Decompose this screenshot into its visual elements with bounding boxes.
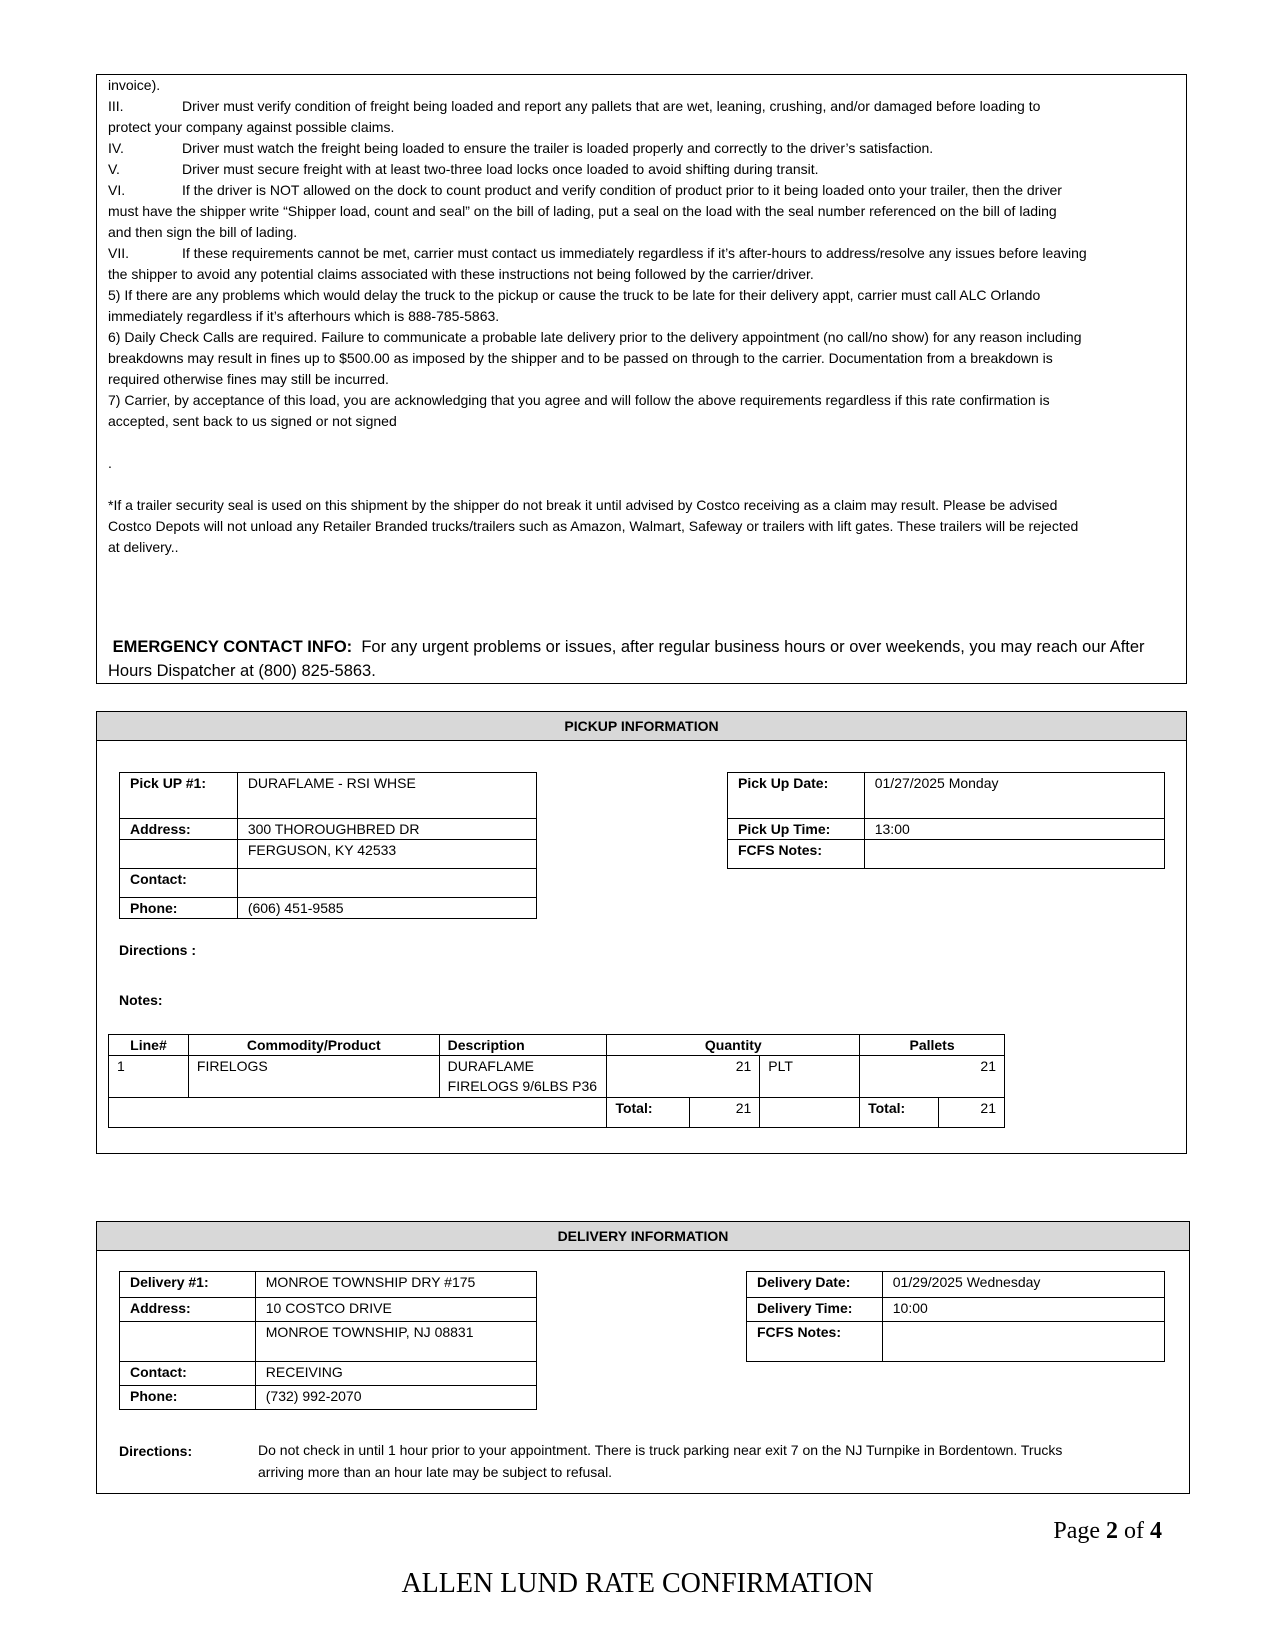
pickup-address-line1: 300 THOROUGHBRED DR xyxy=(237,819,536,840)
item-number: VI. xyxy=(108,182,126,198)
terms-item-6 xyxy=(108,180,1178,202)
col-pallets: Pallets xyxy=(860,1035,1005,1056)
col-description: Description xyxy=(439,1035,607,1056)
totals-row xyxy=(109,1098,1005,1128)
terms-text: Driver must secure freight with at least two-three load locks once loaded to avoid shifting during transit. xyxy=(182,161,819,177)
seal-notice: *If a trailer security seal is used on this shipment by the shipper do not break it until advised by Costco receiving as a claim may result. Please be advised xyxy=(108,497,1058,513)
pickup-header: PICKUP INFORMATION xyxy=(97,712,1186,741)
delivery-location-table xyxy=(119,1271,537,1410)
terms-text: Driver must verify condition of freight being loaded and report any pallets that are wet, leaning, crushing, and/or damaged before loading to xyxy=(182,98,1041,114)
pickup-time: 13:00 xyxy=(864,819,1164,840)
total-pallets-label: Total: xyxy=(860,1098,939,1128)
row-description: DURAFLAME FIRELOGS 9/6LBS P36 xyxy=(439,1056,607,1098)
pickup-contact xyxy=(237,869,536,898)
delivery-date: 01/29/2025 Wednesday xyxy=(882,1272,1164,1298)
pickup-location-table xyxy=(119,772,537,919)
terms-item-3 xyxy=(108,96,1178,118)
terms-line: 5) If there are any problems which would delay the truck to the pickup or cause the truck to be late for their delivery appt, carrier must call ALC Orlando xyxy=(108,287,1041,303)
delivery-address-label: Address: xyxy=(120,1298,256,1322)
item-number: VII. xyxy=(108,245,130,261)
terms-line: must have the shipper write “Shipper load, count and seal” on the bill of lading, put a seal on the load with the seal number referenced on the bill of lading xyxy=(108,203,1057,219)
delivery-number-label: Delivery #1: xyxy=(120,1272,256,1298)
terms-line: invoice). xyxy=(108,77,161,93)
item-number: IV. xyxy=(108,140,124,156)
pickup-time-label: Pick Up Time: xyxy=(728,819,865,840)
row-commodity: FIRELOGS xyxy=(188,1056,439,1098)
item-number: III. xyxy=(108,98,124,114)
item-number: V. xyxy=(108,161,120,177)
total-qty: 21 xyxy=(690,1098,760,1128)
table-row xyxy=(109,1056,1005,1098)
commodity-header-row xyxy=(109,1035,1005,1056)
terms-line: required otherwise fines may still be incurred. xyxy=(108,371,389,387)
delivery-name: MONROE TOWNSHIP DRY #175 xyxy=(255,1272,536,1298)
terms-line: accepted, sent back to us signed or not signed xyxy=(108,413,397,429)
pickup-directions-label: Directions : xyxy=(119,942,197,958)
delivery-date-label: Delivery Date: xyxy=(747,1272,883,1298)
total-pallets: 21 xyxy=(939,1098,1005,1128)
row-line: 1 xyxy=(109,1056,189,1098)
pickup-name: DURAFLAME - RSI WHSE xyxy=(237,773,536,819)
commodity-table xyxy=(108,1034,1005,1128)
terms-line: and then sign the bill of lading. xyxy=(108,224,298,240)
emergency-contact: Hours Dispatcher at (800) 825-5863. xyxy=(108,662,376,680)
emergency-label: EMERGENCY CONTACT INFO: xyxy=(112,638,353,656)
col-quantity: Quantity xyxy=(607,1035,860,1056)
pickup-address-label: Address: xyxy=(120,819,238,840)
pickup-number-label: Pick UP #1: xyxy=(120,773,238,819)
delivery-phone-label: Phone: xyxy=(120,1386,256,1410)
delivery-header: DELIVERY INFORMATION xyxy=(97,1222,1189,1251)
seal-notice: at delivery.. xyxy=(108,539,179,555)
row-quantity: 21 xyxy=(607,1056,760,1098)
pickup-schedule-table xyxy=(727,772,1165,869)
delivery-address-line1: 10 COSTCO DRIVE xyxy=(255,1298,536,1322)
delivery-fcfs xyxy=(882,1322,1164,1362)
pickup-section xyxy=(96,711,1187,1154)
delivery-directions-label: Directions: xyxy=(119,1443,193,1459)
terms-text: If these requirements cannot be met, carrier must contact us immediately regardless if it’s after-hours to address/resolve any issues before leaving xyxy=(182,245,1087,261)
terms-line: immediately regardless if it’s afterhours which is 888-785-5863. xyxy=(108,308,500,324)
emergency-text: For any urgent problems or issues, after regular business hours or over weekends, you may reach our After xyxy=(361,638,1145,656)
delivery-section xyxy=(96,1221,1190,1494)
delivery-time: 10:00 xyxy=(882,1298,1164,1322)
terms-text: Driver must watch the freight being loaded to ensure the trailer is loaded properly and correctly to the driver’s satisfaction. xyxy=(182,140,934,156)
delivery-schedule-table xyxy=(746,1271,1165,1362)
delivery-contact: RECEIVING xyxy=(255,1362,536,1386)
seal-notice: Costco Depots will not unload any Retailer Branded trucks/trailers such as Amazon, Walmart, Safeway or trailers with lift gates. These trailers will be rejected xyxy=(108,518,1079,534)
total-qty-label: Total: xyxy=(607,1098,690,1128)
pickup-contact-label: Contact: xyxy=(120,869,238,898)
col-line: Line# xyxy=(109,1035,189,1056)
terms-item-7 xyxy=(108,243,1178,265)
terms-line: . xyxy=(108,455,112,471)
pickup-notes-label: Notes: xyxy=(119,992,163,1008)
terms-text: If the driver is NOT allowed on the dock to count product and verify condition of product prior to it being loaded onto your trailer, then the driver xyxy=(182,182,1062,198)
delivery-contact-label: Contact: xyxy=(120,1362,256,1386)
terms-line: protect your company against possible claims. xyxy=(108,119,395,135)
delivery-directions: Do not check in until 1 hour prior to your appointment. There is truck parking near exit 7 on the NJ Turnpike in Bordentown. Trucks arriving more than an hour late may be subject to refusal. xyxy=(258,1442,1063,1480)
pickup-phone-label: Phone: xyxy=(120,898,238,919)
page-number: Page 2 of 4 xyxy=(1053,1518,1162,1544)
delivery-time-label: Delivery Time: xyxy=(747,1298,883,1322)
row-unit: PLT xyxy=(760,1056,860,1098)
delivery-address-line2: MONROE TOWNSHIP, NJ 08831 xyxy=(255,1322,536,1362)
pickup-fcfs xyxy=(864,840,1164,869)
terms-line: breakdowns may result in fines up to $500.00 as imposed by the shipper and to be passed on through to the carrier. Documentation from a breakdown is xyxy=(108,350,1053,366)
pickup-address-line2: FERGUSON, KY 42533 xyxy=(237,840,536,869)
terms-line: 6) Daily Check Calls are required. Failure to communicate a probable late delivery prior to the delivery appointment (no call/no show) for any reason including xyxy=(108,329,1082,345)
delivery-fcfs-label: FCFS Notes: xyxy=(747,1322,883,1362)
row-pallets: 21 xyxy=(860,1056,1005,1098)
terms-line: the shipper to avoid any potential claims associated with these instructions not being followed by the carrier/driver. xyxy=(108,266,814,282)
terms-box xyxy=(96,74,1187,684)
delivery-phone: (732) 992-2070 xyxy=(255,1386,536,1410)
pickup-phone: (606) 451-9585 xyxy=(237,898,536,919)
pickup-date: 01/27/2025 Monday xyxy=(864,773,1164,819)
pickup-fcfs-label: FCFS Notes: xyxy=(728,840,865,869)
terms-item-5 xyxy=(108,159,1178,181)
col-commodity: Commodity/Product xyxy=(188,1035,439,1056)
pickup-date-label: Pick Up Date: xyxy=(728,773,865,819)
document-title: ALLEN LUND RATE CONFIRMATION xyxy=(401,1568,874,1599)
emergency-contact xyxy=(108,635,1178,660)
terms-item-4 xyxy=(108,138,1178,160)
terms-line: 7) Carrier, by acceptance of this load, you are acknowledging that you agree and will follow the above requirements regardless if this rate confirmation is xyxy=(108,392,1050,408)
